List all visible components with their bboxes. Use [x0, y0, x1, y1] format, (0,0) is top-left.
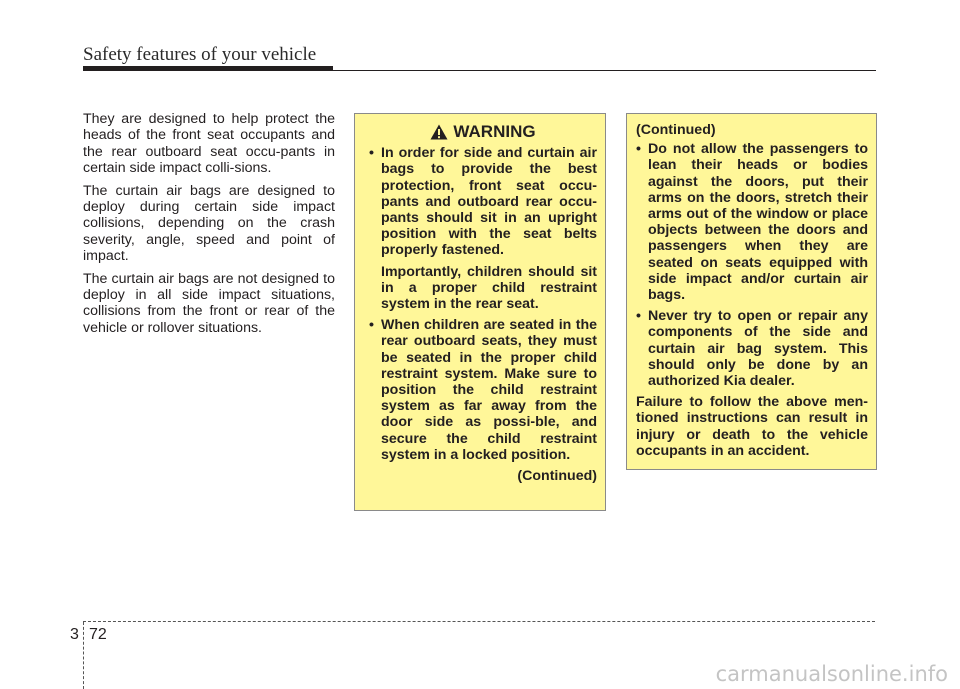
warning-item: • When children are seated in the rear outboard seats, they must be seated in the proper child restraint system. Make sure to position the child restraint system as far away from the door side as possi-ble, and secure the child restraint system in a locked position.: [369, 317, 597, 463]
warning-title: WARNING: [453, 122, 536, 141]
warning-item: • In order for side and curtain air bags to provide the best protection, front seat occu-pants and outboard rear occu-pants should sit in an upright position with the seat belts properly fastened.: [369, 145, 597, 259]
warning-final-paragraph: Failure to follow the above men-tioned instructions can result in injury or death to the vehicle occupants in an accident.: [636, 394, 868, 459]
header-rule-thin: [333, 70, 876, 71]
warning-list: [636, 141, 868, 389]
warning-list: [369, 145, 597, 258]
body-paragraph: They are designed to help protect the heads of the front seat occupants and the rear outboard seat occu-pants in certain side impact colli-sions.: [83, 111, 335, 177]
footer-rule: [83, 621, 875, 622]
bullet-icon: •: [636, 308, 641, 325]
bullet-icon: •: [369, 317, 374, 334]
header-rule-thick: [83, 66, 333, 71]
body-paragraph: The curtain air bags are not designed to deploy in all side impact situations, collisions from the front or rear of the vehicle or rollover situations.: [83, 270, 335, 336]
continued-label: (Continued): [517, 468, 597, 485]
warning-item: • Do not allow the passengers to lean their heads or bodies against the doors, put their arms on the doors, stretch their arms out of the window or place objects between the doors and passengers when they are seated on seats equipped with side impact and/or curtain air bags.: [636, 141, 868, 304]
body-paragraph: The curtain air bags are designed to deploy during certain side impact collisions, depending on the crash severity, angle, speed and point of impact.: [83, 182, 335, 265]
continued-label: (Continued): [636, 122, 716, 138]
chapter-number: 3: [70, 626, 79, 643]
warning-item: • Never try to open or repair any components of the side and curtain air bag system. This should only be done by an authorized Kia dealer.: [636, 308, 868, 390]
page-header-title: Safety features of your vehicle: [83, 44, 317, 65]
watermark: carmanualsonline.info: [715, 662, 948, 686]
warning-box: [354, 113, 606, 511]
page-number: 72: [89, 626, 107, 643]
warning-triangle-icon: [430, 124, 448, 140]
warning-header: [369, 124, 597, 140]
body-text-column: [83, 111, 335, 342]
bullet-icon: •: [636, 141, 641, 158]
warning-continued-box: [626, 113, 877, 470]
warning-sub-paragraph: Importantly, children should sit in a proper child restraint system in the rear seat.: [381, 263, 597, 313]
footer-divider: [83, 622, 84, 689]
warning-list: [369, 317, 597, 463]
bullet-icon: •: [369, 145, 374, 162]
